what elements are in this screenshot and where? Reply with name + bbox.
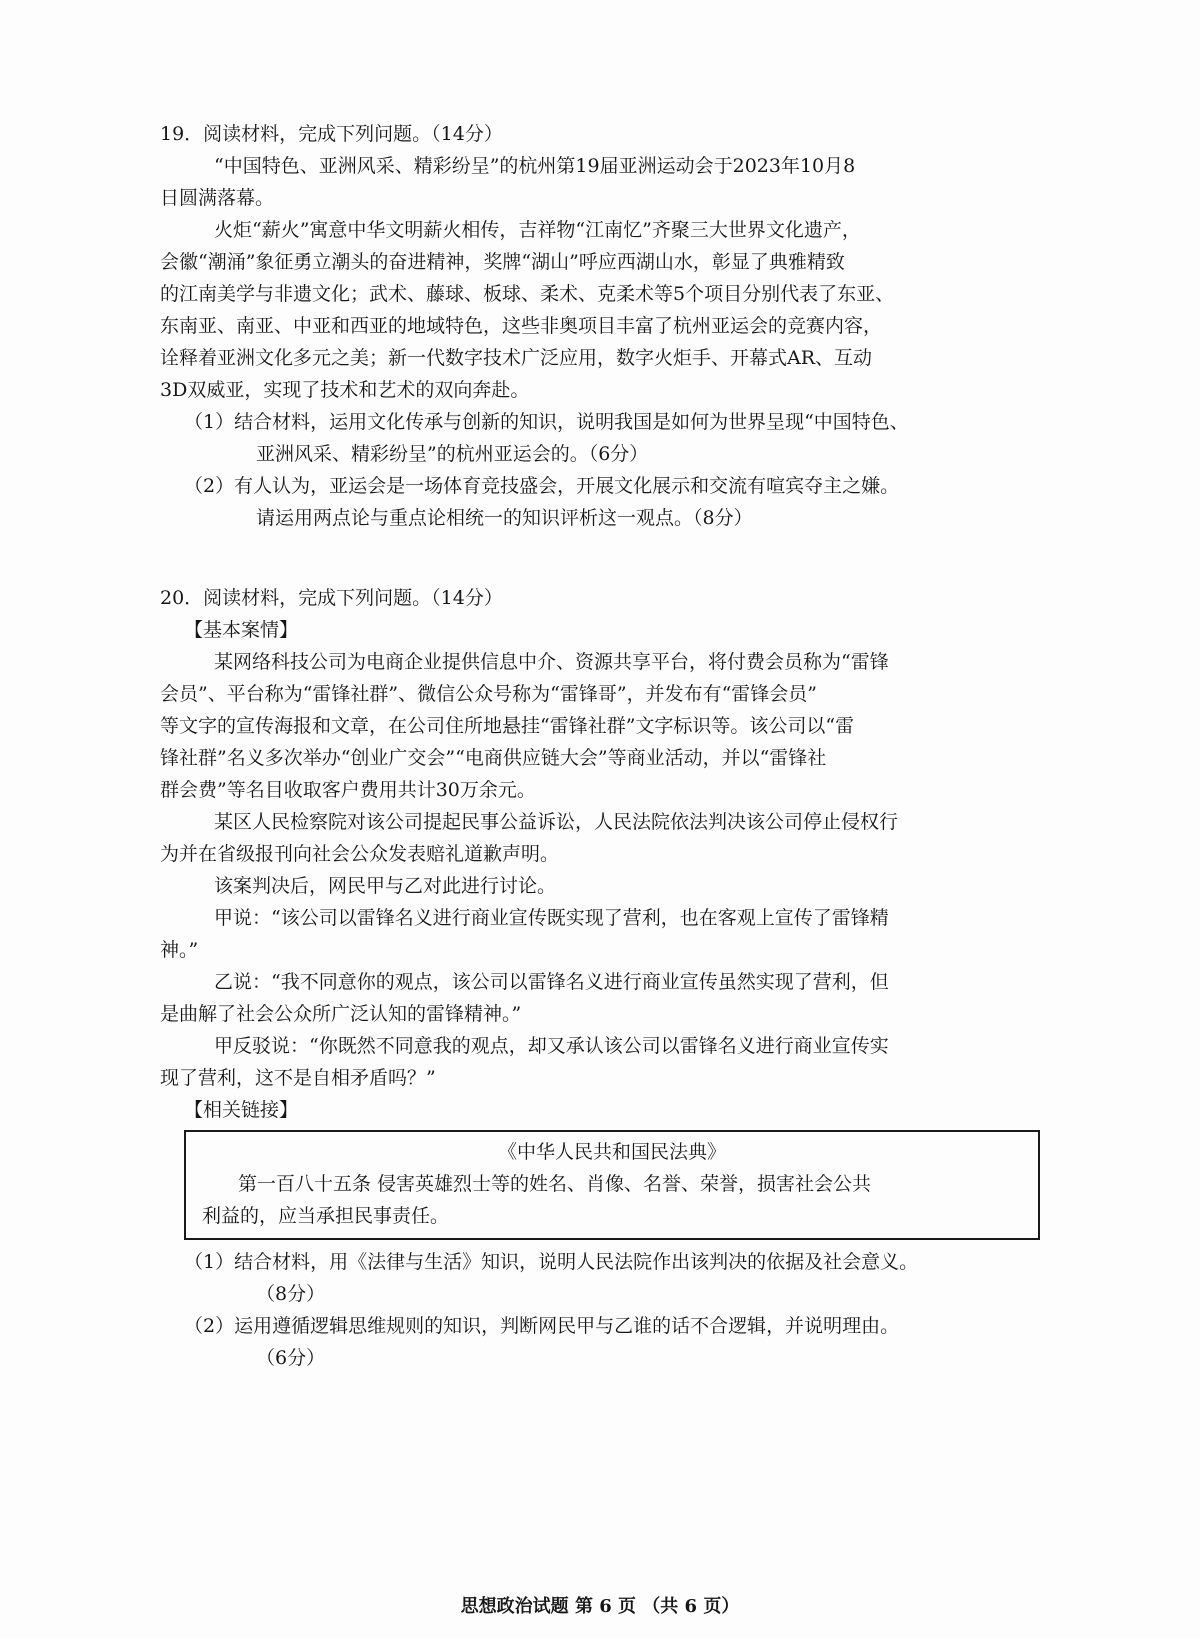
q19-p2-line: 会徽“潮涌”象征勇立潮头的奋进精神，奖牌“湖山”呼应西湖山水，彰显了典雅精致 bbox=[160, 251, 845, 273]
q20-p5-line: 乙说：“我不同意你的观点，该公司以雷锋名义进行商业宣传虽然实现了营利，但 bbox=[214, 971, 889, 993]
q20-p5-line: 是曲解了社会公众所广泛认知的雷锋精神。” bbox=[160, 1003, 522, 1025]
q20-p3-line: 该案判决后，网民甲与乙对此进行讨论。 bbox=[214, 875, 557, 897]
q20-sub2-line: （6分） bbox=[256, 1347, 326, 1369]
q19-sub1-line: （1）结合材料，运用文化传承与创新的知识，说明我国是如何为世界呈现“中国特色、 bbox=[184, 411, 909, 433]
q19-p2-line: 诠释着亚洲文化多元之美；新一代数字技术广泛应用，数字火炬手、开幕式AR、互动 bbox=[160, 347, 873, 369]
q20-p1-line: 等文字的宣传海报和文章，在公司住所地悬挂“雷锋社群”文字标识等。该公司以“雷 bbox=[160, 715, 855, 737]
q20-heading: 20．阅读材料，完成下列问题。（14分） bbox=[160, 587, 503, 609]
q20-p2-line: 为并在省级报刊向社会公众发表赔礼道歉声明。 bbox=[160, 843, 560, 865]
legal-excerpt-box bbox=[184, 1130, 1040, 1240]
question-19 bbox=[160, 118, 1040, 534]
q20-section-link: 【相关链接】 bbox=[184, 1099, 299, 1121]
q20-section-case: 【基本案情】 bbox=[184, 619, 299, 641]
q19-p1-line: 日圆满落幕。 bbox=[160, 187, 275, 209]
q20-p2-line: 某区人民检察院对该公司提起民事公益诉讼，人民法院依法判决该公司停止侵权行 bbox=[214, 811, 899, 833]
q19-p2-line: 的江南美学与非遗文化；武术、藤球、板球、柔术、克柔术等5个项目分别代表了东亚、 bbox=[160, 283, 895, 305]
q19-sub2-line: 请运用两点论与重点论相统一的知识评析这一观点。（8分） bbox=[256, 507, 753, 529]
q19-sub1-line: 亚洲风采、精彩纷呈”的杭州亚运会的。（6分） bbox=[256, 443, 649, 465]
q20-sub1-line: （8分） bbox=[256, 1283, 326, 1305]
q20-p1-line: 锋社群”名义多次举办“创业广交会”“电商供应链大会”等商业活动，并以“雷锋社 bbox=[160, 747, 827, 769]
q19-p2-line: 3D双威亚，实现了技术和艺术的双向奔赴。 bbox=[160, 379, 530, 401]
q20-p6-line: 甲反驳说：“你既然不同意我的观点，却又承认该公司以雷锋名义进行商业宣传实 bbox=[214, 1035, 889, 1057]
q20-sub2-line: （2）运用遵循逻辑思维规则的知识，判断网民甲与乙谁的话不合逻辑，并说明理由。 bbox=[184, 1315, 900, 1337]
q20-sub1-line: （1）结合材料，用《法律与生活》知识，说明人民法院作出该判决的依据及社会意义。 bbox=[184, 1251, 919, 1273]
page-footer: 思想政治试题 第 6 页 （共 6 页） bbox=[460, 1596, 740, 1617]
legal-excerpt-line: 利益的，应当承担民事责任。 bbox=[202, 1205, 450, 1227]
q19-p1-line: “中国特色、亚洲风采、精彩纷呈”的杭州第19届亚洲运动会于2023年10月8 bbox=[214, 155, 856, 177]
q20-p1-line: 某网络科技公司为电商企业提供信息中介、资源共享平台，将付费会员称为“雷锋 bbox=[214, 651, 889, 673]
q19-heading: 19．阅读材料，完成下列问题。（14分） bbox=[160, 123, 503, 145]
legal-excerpt-title: 《中华人民共和国民法典》 bbox=[497, 1141, 726, 1163]
q20-p4-line: 神。” bbox=[160, 939, 199, 961]
q20-p1-line: 群会费”等名目收取客户费用共计30万余元。 bbox=[160, 779, 536, 801]
q20-p6-line: 现了营利，这不是自相矛盾吗？” bbox=[160, 1067, 436, 1089]
q19-p2-line: 火炬“薪火”寓意中华文明薪火相传，吉祥物“江南忆”齐聚三大世界文化遗产， bbox=[214, 219, 861, 241]
legal-excerpt-line: 第一百八十五条 侵害英雄烈士等的姓名、肖像、名誉、荣誉，损害社会公共 bbox=[238, 1173, 872, 1195]
question-20 bbox=[160, 582, 1040, 1374]
q19-p2-line: 东南亚、南亚、中亚和西亚的地域特色，这些非奥项目丰富了杭州亚运会的竞赛内容， bbox=[160, 315, 883, 337]
q20-p4-line: 甲说：“该公司以雷锋名义进行商业宣传既实现了营利，也在客观上宣传了雷锋精 bbox=[214, 907, 889, 929]
q20-p1-line: 会员”、平台称为“雷锋社群”、微信公众号称为“雷锋哥”，并发布有“雷锋会员” bbox=[160, 683, 817, 705]
q19-sub2-line: （2）有人认为，亚运会是一场体育竞技盛会，开展文化展示和交流有喧宾夺主之嫌。 bbox=[184, 475, 900, 497]
